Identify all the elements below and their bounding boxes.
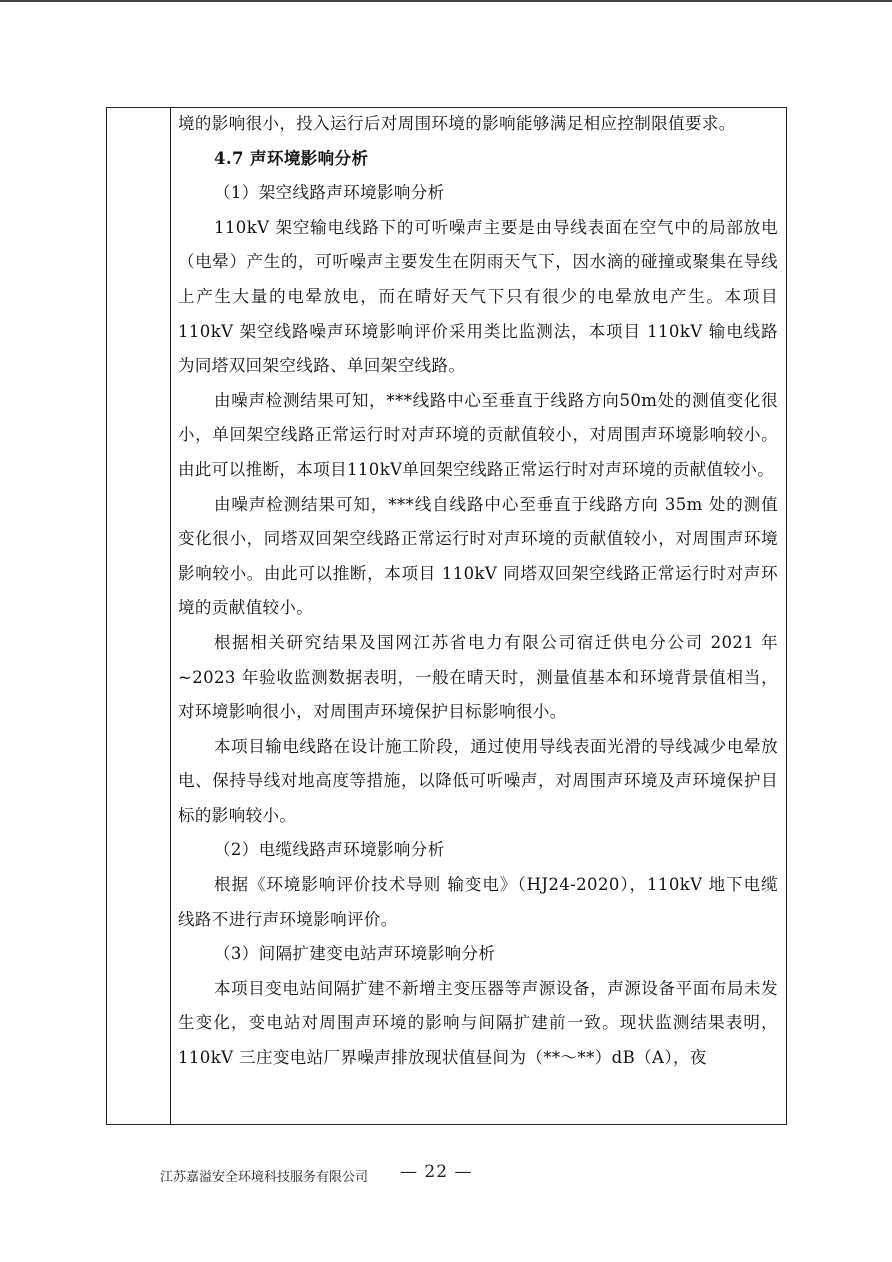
page-footer [0, 1160, 892, 1190]
subheading-overhead-line: （1）架空线路声环境影响分析 [214, 183, 445, 203]
subheading-substation-expansion: （3）间隔扩建变电站声环境影响分析 [214, 944, 496, 964]
paragraph-corona-noise: 110kV 架空输电线路下的可听噪声主要是由导线表面在空气中的局部放电（电晕）产生的，可听噪声主要发生在阴雨天气下，因水滴的碰撞或聚集在导线上产生大量的电晕放电，而在晴好天气下只有很少的电晕放电产生。本项目 110kV 架空线路噪声环境影响评价采用类比监测法，本项目 110kV 输电线路为同塔双回架空线路、单回架空线路。 [178, 217, 778, 376]
top-border-line [0, 0, 892, 2]
subheading-cable-line: （2）电缆线路声环境影响分析 [214, 840, 445, 860]
paragraph-design-measures: 本项目输电线路在设计施工阶段，通过使用导线表面光滑的导线减少电晕放电、保持导线对地高度等措施，以降低可听噪声，对周围声环境及声环境保护目标的影响较小。 [178, 736, 778, 825]
footer-company-name: 江苏嘉溢安全环境科技服务有限公司 [160, 1170, 369, 1185]
table-content-cell [178, 107, 778, 1076]
paragraph-single-circuit-result: 由噪声检测结果可知，***线路中心至垂直于线路方向50m处的测值变化很小，单回架空线路正常运行时对声环境的贡献值较小，对周围声环境影响较小。由此可以推断，本项目110kV单回架空线路正常运行时对声环境的贡献值较小。 [178, 390, 778, 479]
paragraph-cable-guideline: 根据《环境影响评价技术导则 输变电》（HJ24-2020），110kV 地下电缆线路不进行声环境影响评价。 [178, 875, 778, 929]
paragraph-monitoring-data: 根据相关研究结果及国网江苏省电力有限公司宿迁供电分公司 2021 年~2023 年验收监测数据表明，一般在晴天时，测量值基本和环境背景值相当，对环境影响很小，对周围声环境保护目标影响很小。 [178, 632, 778, 722]
paragraph-double-circuit-result: 由噪声检测结果可知，***线自线路中心至垂直于线路方向 35m 处的测值变化很小，同塔双回架空线路正常运行时对声环境的贡献值较小，对周围声环境影响较小。由此可以推断，本项目 110kV 同塔双回架空线路正常运行时对声环境的贡献值较小。 [178, 494, 778, 618]
paragraph-continuation: 境的影响很小，投入运行后对周围环境的影响能够满足相应控制限值要求。 [178, 114, 736, 133]
paragraph-substation-noise: 本项目变电站间隔扩建不新增主变压器等声源设备，声源设备平面布局未发生变化，变电站对周围声环境的影响与间隔扩建前一致。现状监测结果表明，110kV 三庄变电站厂界噪声排放现状值昼间为（**～**）dB（A），夜 [178, 978, 778, 1068]
page-number: — 22 — [400, 1162, 473, 1182]
table-column-divider [170, 107, 171, 1125]
section-heading-4-7: 4.7 声环境影响分析 [214, 148, 369, 168]
